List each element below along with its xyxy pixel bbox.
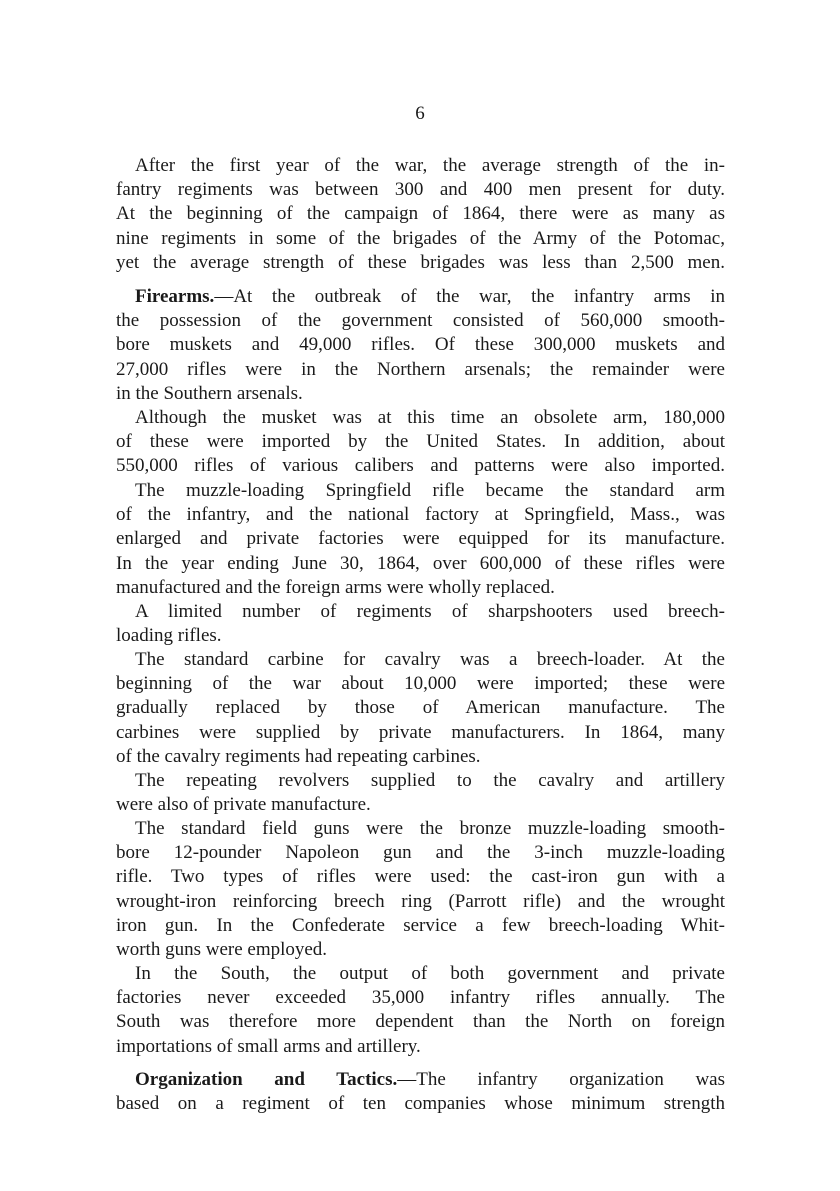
text-line: yet the average strength of these brigades was less than 2,500 men. — [116, 251, 725, 273]
text-line: loading rifles. — [116, 625, 222, 647]
paragraph-organization-tactics — [116, 1068, 725, 1116]
text-line: In the South, the output of both government and private — [135, 963, 725, 984]
text-line: manufactured and the foreign arms were wholly replaced. — [116, 576, 555, 598]
text-run: —The infantry organization was — [397, 1069, 726, 1090]
text-line: the possession of the government consisted of 560,000 smooth- — [116, 310, 725, 332]
paragraph-field-guns — [116, 817, 725, 962]
text-line: rifle. Two types of rifles were used: the cast-iron gun with a — [116, 866, 725, 888]
text-line: beginning of the war about 10,000 were imported; these were — [116, 673, 725, 695]
text-line: importations of small arms and artillery. — [116, 1035, 421, 1057]
text-line: bore muskets and 49,000 rifles. Of these 300,000 muskets and — [116, 334, 725, 356]
text-line: worth guns were employed. — [116, 938, 328, 960]
text-line — [116, 1068, 725, 1092]
paragraph-firearms — [116, 285, 725, 406]
text-line: The repeating revolvers supplied to the cavalry and artillery — [135, 770, 725, 791]
text-line: of the infantry, and the national factory at Springfield, Mass., was — [116, 504, 725, 526]
text-line: A limited number of regiments of sharpshooters used breech- — [135, 601, 725, 622]
page-number: 6 — [415, 103, 425, 124]
section-heading-organization-tactics: Organization and Tactics. — [135, 1069, 398, 1090]
text-line: enlarged and private factories were equipped for its manufacture. — [116, 528, 725, 550]
text-line: The muzzle-loading Springfield rifle became the standard arm — [135, 480, 725, 501]
text-line: factories never exceeded 35,000 infantry rifles annually. The — [116, 987, 725, 1009]
paragraph-revolvers — [116, 769, 725, 817]
paragraph-carbines — [116, 648, 725, 769]
text-line: based on a regiment of ten companies whose minimum strength — [116, 1093, 725, 1115]
text-line: gradually replaced by those of American manufacture. The — [116, 697, 725, 719]
text-line: After the first year of the war, the average strength of the in- — [135, 155, 725, 176]
text-line: were also of private manufacture. — [116, 794, 371, 816]
text-line: 550,000 rifles of various calibers and patterns were also imported. — [116, 455, 725, 477]
text-line: fantry regiments was between 300 and 400 men present for duty. — [116, 179, 725, 201]
text-line — [116, 285, 725, 309]
text-line: of these were imported by the United States. In addition, about — [116, 431, 725, 453]
text-line: Although the musket was at this time an obsolete arm, 180,000 — [135, 407, 725, 428]
text-line: bore 12-pounder Napoleon gun and the 3-inch muzzle-loading — [116, 842, 725, 864]
section-heading-firearms: Firearms. — [135, 286, 215, 307]
paragraph-springfield-rifle — [116, 479, 725, 600]
paragraph-regiment-strength — [116, 154, 725, 275]
text-run: —At the outbreak of the war, the infantry arms in — [214, 286, 725, 307]
paragraph-imported-muskets — [116, 406, 725, 479]
text-line: nine regiments in some of the brigades of the Army of the Potomac, — [116, 227, 725, 249]
text-line: carbines were supplied by private manufacturers. In 1864, many — [116, 721, 725, 743]
text-line: of the cavalry regiments had repeating carbines. — [116, 745, 481, 767]
text-line: wrought-iron reinforcing breech ring (Parrott rifle) and the wrought — [116, 890, 725, 912]
text-line: In the year ending June 30, 1864, over 600,000 of these rifles were — [116, 552, 725, 574]
text-line: The standard field guns were the bronze muzzle-loading smooth- — [135, 818, 725, 839]
text-line: The standard carbine for cavalry was a breech-loader. At the — [135, 649, 725, 670]
text-line: iron gun. In the Confederate service a few breech-loading Whit- — [116, 914, 725, 936]
text-line: 27,000 rifles were in the Northern arsenals; the remainder were — [116, 358, 725, 380]
paragraph-sharpshooters — [116, 600, 725, 648]
text-line: At the beginning of the campaign of 1864, there were as many as — [116, 203, 725, 225]
paragraph-south-output — [116, 962, 725, 1059]
text-line: South was therefore more dependent than the North on foreign — [116, 1011, 725, 1033]
text-line: in the Southern arsenals. — [116, 382, 303, 404]
